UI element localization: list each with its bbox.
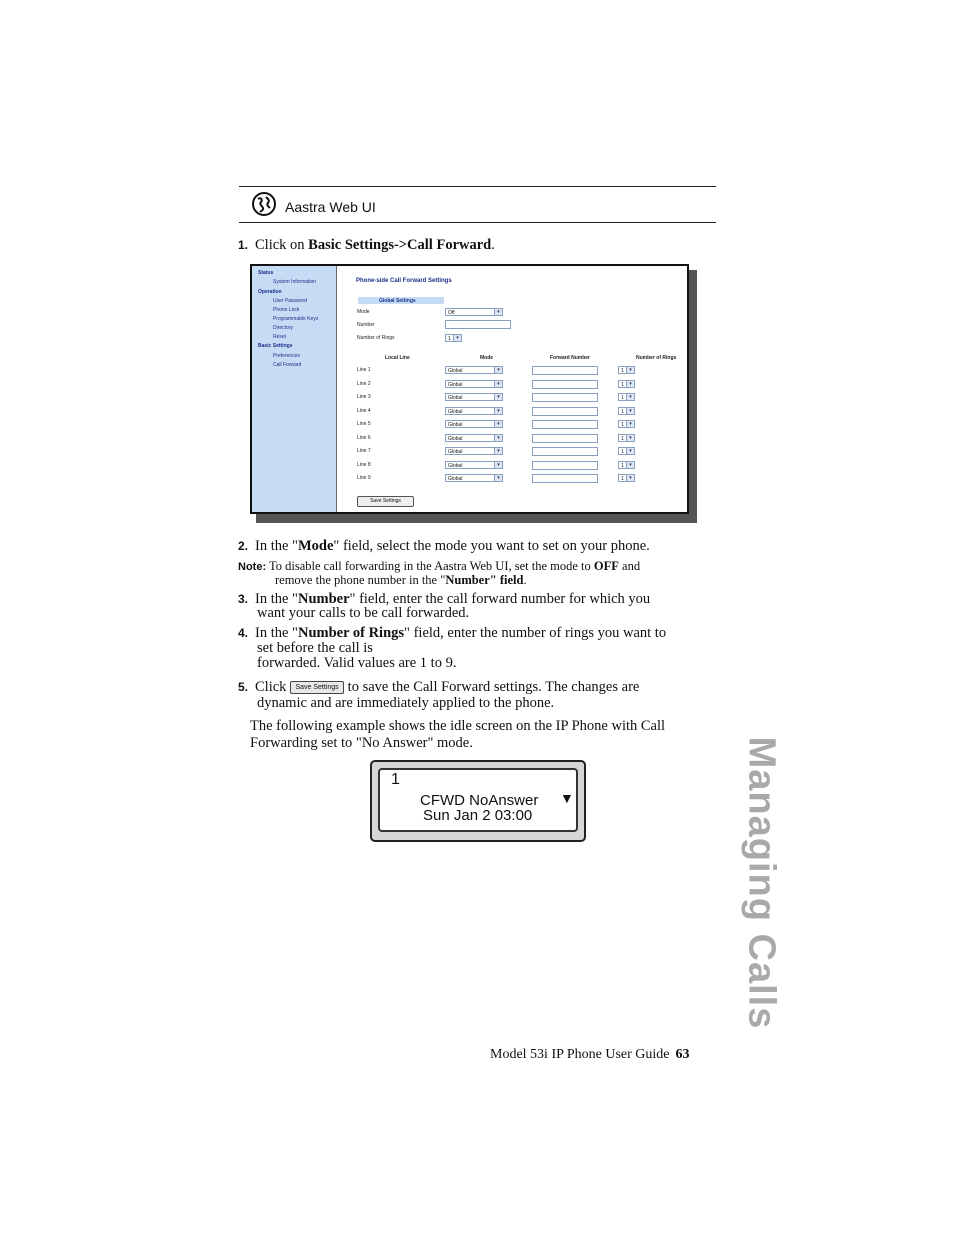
line-forward-number-input[interactable] — [532, 420, 598, 429]
step-text-end: . — [491, 237, 495, 253]
step-text: In the " — [255, 625, 298, 641]
select-value: Global — [448, 435, 463, 442]
select-value: Global — [448, 408, 463, 415]
chevron-down-icon: ▾ — [494, 435, 502, 441]
select-value: Off — [448, 310, 455, 316]
sidebar-item-phone-lock[interactable]: Phone Lock — [273, 307, 300, 313]
web-ui-sidebar — [252, 266, 337, 512]
step-5 — [238, 680, 639, 695]
step-number: 2. — [238, 539, 249, 553]
line-rings-select[interactable] — [618, 474, 635, 482]
step-text-end: " field, enter the call forward number for which you — [349, 591, 651, 607]
scroll-down-arrow-icon: ▼ — [560, 790, 574, 806]
select-value: 1 — [621, 476, 624, 482]
chevron-down-icon: ▾ — [453, 335, 461, 341]
chevron-down-icon: ▾ — [494, 394, 502, 400]
step-number: 4. — [238, 626, 249, 640]
sidebar-item-call-forward[interactable]: Call Forward — [273, 362, 302, 368]
number-label: Number — [357, 322, 375, 328]
global-settings-label: Global Settings — [379, 298, 416, 304]
line-label: Line 4 — [357, 407, 371, 414]
select-value: Global — [448, 395, 463, 401]
line-label: Line 1 — [357, 367, 371, 373]
step-text-end: " field, select the mode you want to set on your phone. — [333, 538, 650, 554]
save-settings-button-image: Save Settings — [290, 681, 344, 694]
sidebar-item-system-information[interactable]: System Information — [273, 279, 317, 285]
chevron-down-icon: ▾ — [626, 394, 634, 400]
line-mode-select[interactable] — [445, 434, 503, 442]
chevron-down-icon: ▾ — [494, 408, 502, 414]
sidebar-item-programmable-keys[interactable]: Programmable Keys — [273, 316, 319, 322]
line-rings-select[interactable] — [618, 434, 635, 442]
step-text: Click — [255, 679, 291, 695]
select-value: Global — [448, 476, 463, 482]
note-bold: OFF — [593, 559, 619, 573]
step-1 — [238, 238, 495, 253]
sidebar-item-directory[interactable]: Directory — [273, 325, 294, 331]
line-label: Line 8 — [357, 461, 371, 468]
select-value: 1 — [621, 368, 624, 374]
step-2 — [238, 539, 650, 554]
phone-idle-screen — [370, 760, 586, 842]
select-value: 1 — [621, 422, 624, 428]
chevron-down-icon: ▾ — [494, 462, 502, 468]
line-rings-select[interactable] — [618, 380, 635, 388]
sidebar-section-basic-settings[interactable]: Basic Settings — [258, 343, 293, 349]
col-number-of-rings: Number of Rings — [636, 355, 677, 361]
note-line-2 — [275, 573, 527, 587]
line-mode-select[interactable] — [445, 461, 503, 469]
line-rings-select[interactable] — [618, 461, 635, 469]
section-title: Aastra Web UI — [285, 199, 376, 215]
select-value: Global — [448, 381, 463, 388]
chevron-down-icon: ▾ — [494, 448, 502, 454]
sidebar-section-operation[interactable]: Operation — [258, 289, 282, 295]
note-text-end: . — [523, 573, 527, 587]
chevron-down-icon: ▾ — [626, 408, 634, 414]
line-forward-number-input[interactable] — [532, 461, 598, 470]
line-label: Line 5 — [357, 421, 371, 427]
step-text: In the " — [255, 591, 298, 607]
sidebar-item-reset[interactable]: Reset — [273, 334, 287, 340]
select-value: 1 — [621, 435, 624, 442]
select-value: Global — [448, 462, 463, 469]
step-number: 1. — [238, 238, 249, 252]
example-text-line-1: The following example shows the idle screen on the IP Phone with Call — [250, 718, 666, 734]
chevron-down-icon: ▾ — [626, 421, 634, 427]
select-value: 1 — [621, 395, 624, 401]
select-value: 1 — [448, 336, 451, 342]
select-value: 1 — [621, 462, 624, 469]
line-mode-select[interactable] — [445, 447, 503, 455]
col-forward-number: Forward Number — [550, 355, 591, 361]
col-mode: Mode — [480, 355, 494, 361]
field-name: Mode — [297, 538, 334, 554]
mode-label: Mode — [357, 309, 370, 315]
line-forward-number-input[interactable] — [532, 447, 598, 456]
line-forward-number-input[interactable] — [532, 380, 598, 389]
chevron-down-icon: ▾ — [494, 421, 502, 427]
note — [238, 559, 640, 574]
note-text-end: and — [618, 559, 641, 573]
web-ui-screenshot — [250, 264, 689, 514]
line-label: Line 7 — [357, 448, 371, 454]
chevron-down-icon: ▾ — [626, 462, 634, 468]
global-number-input[interactable] — [445, 320, 511, 329]
chevron-down-icon: ▾ — [494, 381, 502, 387]
line-label: Line 9 — [357, 475, 371, 481]
step-text-end: to save the Call Forward settings. The changes are — [344, 679, 640, 695]
phone-lcd — [378, 768, 578, 832]
lcd-datetime: Sun Jan 2 03:00 — [423, 807, 533, 824]
global-rings-select[interactable] — [445, 334, 462, 342]
example-text-line-2: Forwarding set to "No Answer" mode. — [250, 735, 473, 751]
globe-icon — [252, 192, 276, 216]
select-value: 1 — [621, 381, 624, 388]
web-ui-page-title: Phone-side Call Forward Settings — [356, 278, 452, 284]
line-forward-number-input[interactable] — [532, 434, 598, 443]
line-rings-select[interactable] — [618, 420, 635, 428]
line-rings-select[interactable] — [618, 393, 635, 401]
line-mode-select[interactable] — [445, 407, 503, 415]
chevron-down-icon: ▾ — [626, 381, 634, 387]
line-forward-number-input[interactable] — [532, 407, 598, 416]
note-bold: Number" field — [445, 573, 524, 587]
step-4-line-3: forwarded. Valid values are 1 to 9. — [257, 655, 457, 671]
step-number: 3. — [238, 592, 249, 606]
menu-path: Basic Settings->Call Forward — [308, 237, 492, 253]
header-rule-top — [239, 186, 716, 187]
line-mode-select[interactable] — [445, 393, 503, 401]
field-name: Number of Rings — [297, 625, 405, 641]
chevron-down-icon: ▾ — [494, 309, 502, 315]
step-number: 5. — [238, 680, 249, 694]
select-value: 1 — [621, 408, 624, 415]
step-3-line-2: want your calls to be call forwarded. — [257, 605, 470, 621]
step-5-line-2: dynamic and are immediately applied to the phone. — [257, 695, 555, 711]
note-text: To disable call forwarding in the Aastra Web UI, set the mode to — [269, 559, 594, 573]
sidebar-item-preferences[interactable]: Preferences — [273, 353, 300, 359]
chapter-title-text: Managing Calls — [740, 736, 783, 1030]
line-rings-select[interactable] — [618, 447, 635, 455]
chevron-down-icon: ▾ — [626, 367, 634, 373]
line-label: Line 3 — [357, 394, 371, 400]
chevron-down-icon: ▾ — [494, 475, 502, 481]
footer-guide-title: Model 53i IP Phone User Guide — [490, 1047, 670, 1062]
global-mode-select[interactable] — [445, 308, 503, 316]
step-text: Click on — [255, 237, 309, 253]
line-rings-select[interactable] — [618, 407, 635, 415]
rings-label: Number of Rings — [357, 335, 395, 341]
lcd-status: CFWD NoAnswer — [420, 792, 539, 809]
save-settings-button[interactable]: Save Settings — [357, 496, 414, 507]
line-mode-select[interactable] — [445, 366, 503, 374]
line-forward-number-input[interactable] — [532, 366, 598, 375]
chevron-down-icon: ▾ — [626, 435, 634, 441]
chevron-down-icon: ▾ — [626, 475, 634, 481]
header-rule-bottom — [239, 222, 716, 223]
step-text: In the " — [255, 538, 298, 554]
select-value: Global — [448, 422, 463, 428]
line-mode-select[interactable] — [445, 380, 503, 388]
step-text-end: " field, enter the number of rings you want to — [404, 625, 667, 641]
select-value: 1 — [621, 449, 624, 455]
chapter-side-title — [740, 736, 783, 1030]
line-forward-number-input[interactable] — [532, 474, 598, 483]
page-footer — [490, 1047, 690, 1063]
chevron-down-icon: ▾ — [494, 367, 502, 373]
line-label: Line 6 — [357, 434, 371, 441]
page-number: 63 — [675, 1047, 690, 1062]
select-value: Global — [448, 368, 463, 374]
step-4-line-2: set before the call is — [257, 640, 373, 656]
col-local-line: Local Line — [385, 355, 410, 361]
lcd-line-number: 1 — [391, 771, 400, 788]
sidebar-item-user-password[interactable]: User Password — [273, 298, 307, 304]
line-rings-select[interactable] — [618, 366, 635, 374]
line-forward-number-input[interactable] — [532, 393, 598, 402]
field-name: Number — [297, 591, 350, 607]
line-label: Line 2 — [357, 380, 371, 387]
step-4 — [238, 626, 666, 641]
sidebar-section-status[interactable]: Status — [258, 270, 274, 276]
line-mode-select[interactable] — [445, 420, 503, 428]
line-mode-select[interactable] — [445, 474, 503, 482]
note-label: Note: — [238, 561, 267, 573]
select-value: Global — [448, 449, 463, 455]
chevron-down-icon: ▾ — [626, 448, 634, 454]
note-text: remove the phone number in the " — [275, 573, 446, 587]
